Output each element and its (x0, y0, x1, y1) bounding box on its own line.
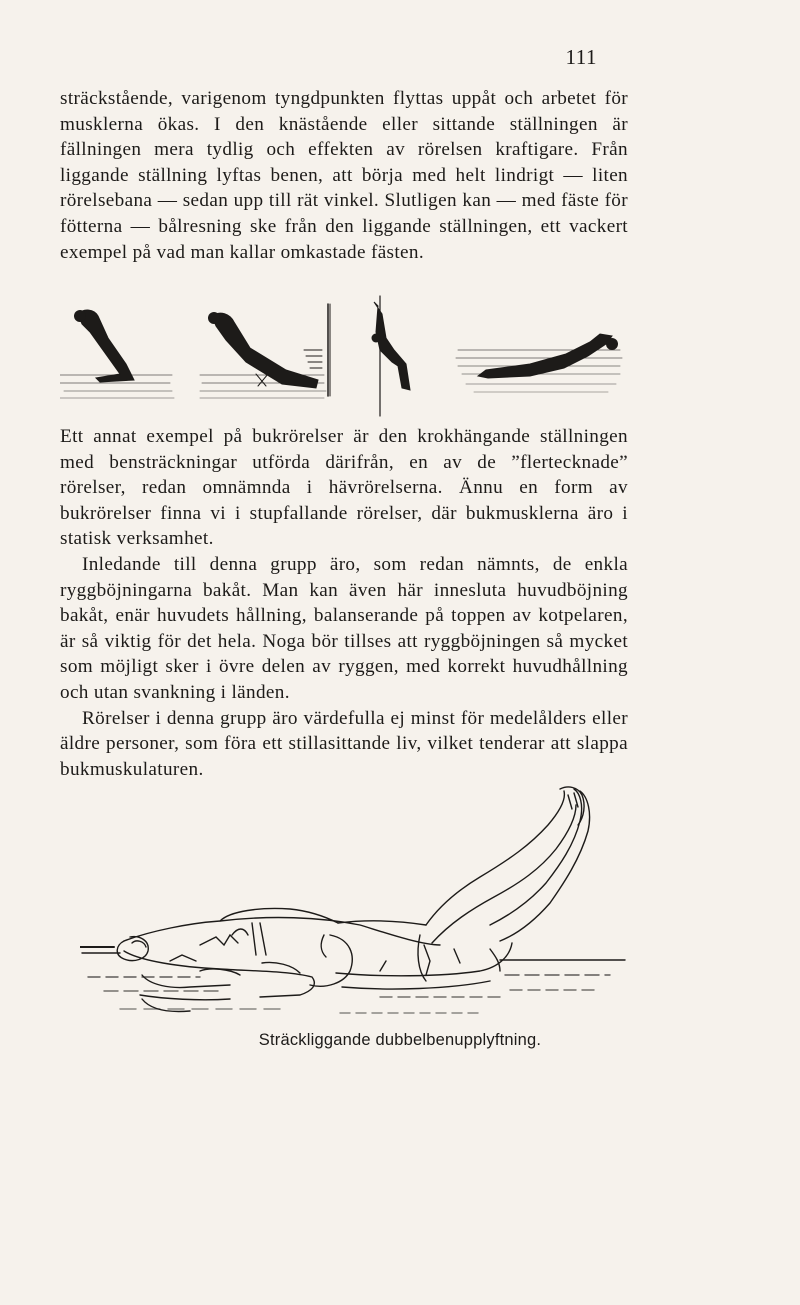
paragraph: Ett annat exempel på bukrörelser är den krokhängande ställningen med bensträckningar utförda därifrån, en av de ”flertecknade” rörelser, redan omnämnda i hävrörelserna. Ännu en form av bukrörelser finna vi i stupfallande rörelser, där bukmusklerna äro i statisk verksamhet. (60, 426, 628, 550)
paragraph: Inledande till denna grupp äro, som redan nämnts, de enkla ryggböjningarna bakåt. Man kan även här innesluta huvudböjning bakåt, enär huvudets hållning, balanserande på toppen av kotpelaren, är så viktig för det hela. Noga bör tillses att ryggböjningen så mycket som möjligt sker i övre delen av ryggen, med korrekt huvudhållning och utan svankning i länden. (60, 553, 628, 703)
page-number: 111 (565, 45, 597, 69)
figure-sitting-bend (200, 304, 330, 398)
body-text-top (60, 86, 628, 265)
double-leg-lift-illustration (80, 785, 640, 1030)
figure-caption: Sträckliggande dubbelbenupplyftning. (258, 1031, 542, 1049)
paragraph: sträckstående, varigenom tyngdpunkten flyttas uppåt och arbetet för musklerna ökas. I den knästående eller sittande ställningen är fällningen mera tydlig och effekten av rörelsen kraftigare. Från liggande ställning lyftas benen, att börja med helt lindrigt — liten rörelsebana — sedan upp till rät vinkel. Slutligen kan — med fäste för fötterna — bålresning ske från den liggande ställningen, ett vackert exempel på vad man kallar omkastade fästen. (60, 88, 628, 263)
paragraph: Rörelser i denna grupp äro värdefulla ej minst för medelålders eller äldre personer, som föra ett stillasittande liv, vilket tenderar att slappa bukmuskulaturen. (60, 707, 628, 780)
figure-hanging (372, 296, 411, 416)
figure-kneeling-bend (60, 310, 174, 398)
figure-lying-leg-lift (456, 334, 622, 392)
exercise-illustrations-row (60, 292, 628, 417)
body-text-bottom (60, 424, 628, 782)
